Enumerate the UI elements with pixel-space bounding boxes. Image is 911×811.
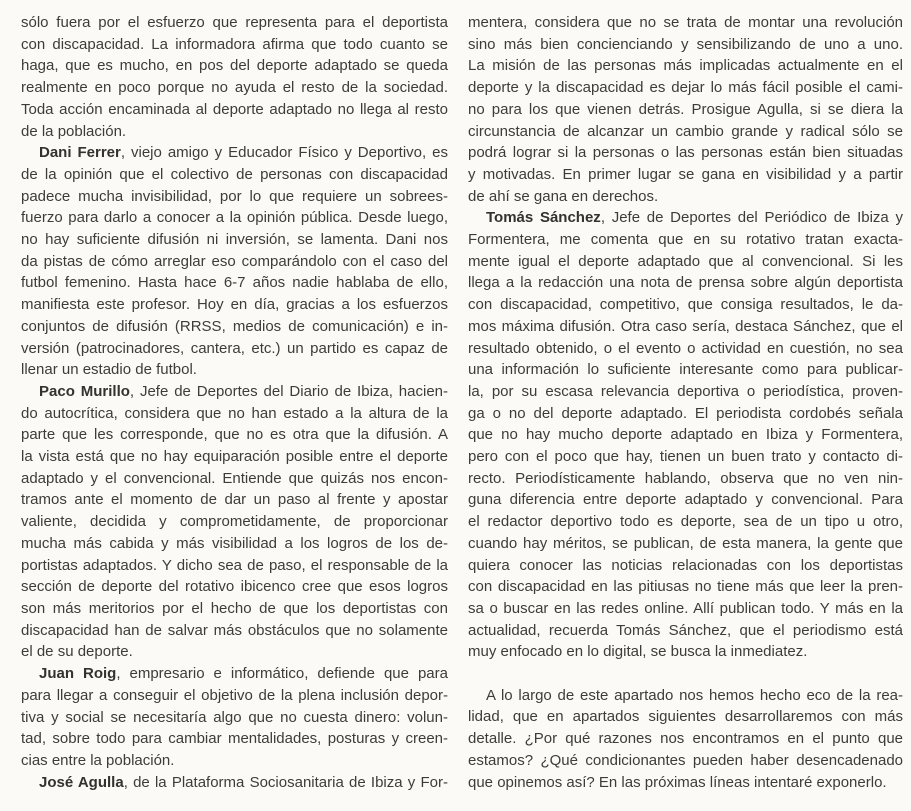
text-line: llega a la redacción una nota de prensa sobre algún deportista [468, 274, 903, 292]
text-line: tad, sobre todo para cambiar mentalidades, posturas y creen- [21, 730, 448, 748]
text-line: actualidad, recuerda Tomás Sánchez, que el periodismo está [468, 621, 903, 639]
speaker-name: Tomás Sánchez [486, 209, 601, 227]
text-line: fuerzo para darlo a conocer a la opinión pública. Desde luego, [21, 209, 448, 227]
speaker-name: Dani Ferrer [39, 144, 121, 162]
text-line: sino más bien concienciando y sensibilizando de uno a uno. [468, 35, 903, 53]
text-line: ga o no del deporte adaptado. El periodista cordobés señala [468, 404, 903, 422]
text-line: de la población. [21, 122, 127, 140]
text-line: lidad, que en apartados siguientes desarrollaremos con más [468, 708, 903, 726]
text-line: la, por su escasa relevancia deportiva o periodística, proven- [468, 382, 903, 400]
text-line: no hay suficiente difusión ni inversión, se lamenta. Dani nos [21, 231, 448, 249]
paragraph [21, 142, 448, 381]
text-line: Formentera, me comenta que en su rotativo tratan exacta- [468, 231, 903, 249]
text-line: resultado obtenido, o el evento o actividad en cuestión, no sea [468, 339, 903, 357]
text-line: con discapacidad. La informadora afirma que todo cuanto se [21, 35, 448, 53]
text-line: con discapacidad en las pitiusas no tiene más que leer la pren- [468, 578, 903, 596]
text-column-left [21, 12, 448, 793]
speaker-name: Juan Roig [39, 665, 117, 683]
text-line: La misión de las personas más implicadas actualmente en el [468, 57, 903, 75]
text-line: cuando hay méritos, se publican, de esta manera, la gente que [468, 534, 903, 552]
paragraph [21, 381, 448, 663]
text-line: da pistas de cómo arreglar eso comparándolo con el caso del [21, 252, 448, 270]
text-line: adaptado y el convencional. Entiende que quizás nos encon- [21, 469, 448, 487]
text-line: sólo fuera por el esfuerzo que representa para el deportista [21, 14, 448, 31]
text-line: mucha más cabida y más visibilidad a los logros de los de- [21, 534, 448, 552]
text-line: circunstancia de alcanzar un cambio grande y radical sólo se [468, 122, 903, 140]
text-line: parte que les corresponde, que no es otra que la difusión. A [21, 426, 448, 444]
text-line: Paco Murillo, Jefe de Deportes del Diario de Ibiza, hacien- [39, 382, 448, 400]
text-line: y motivadas. En primer lugar se gana en visibilidad y a partir [468, 165, 903, 183]
text-line: José Agulla, de la Plataforma Sociosanitaria de Ibiza y For- [39, 773, 449, 791]
text-line: pero con el poco que hay, tienen un buen trato y contacto di- [468, 448, 903, 466]
text-line: Dani Ferrer, viejo amigo y Educador Físico y Deportivo, es [39, 144, 448, 162]
text-line: recto. Periodísticamente hablando, observa que no ven nin- [468, 469, 903, 487]
text-line: son más meritorios por el hecho de que los deportistas con [21, 599, 448, 617]
text-line: mos máxima difusión. Otra caso sería, destaca Sánchez, que el [468, 317, 903, 335]
text-line: Tomás Sánchez, Jefe de Deportes del Periódico de Ibiza y [486, 209, 903, 227]
text-line: discapacidad han de salvar más obstáculos que no solamente [21, 621, 448, 639]
text-column-right [468, 12, 903, 793]
text-line: con discapacidad, competitivo, que consiga resultados, le da- [468, 296, 903, 314]
text-line: estamos? ¿Qué condicionantes pueden haber desencadenado [468, 751, 903, 769]
text-line: cias entre la población. [21, 751, 175, 769]
paragraph [468, 207, 903, 663]
text-line: Juan Roig, empresario e informático, defiende que para [39, 665, 448, 683]
text-line: la vista está que no hay equiparación posible entre el deporte [21, 448, 448, 466]
text-line: detalle. ¿Por qué razones nos encontramos en el punto que [468, 730, 903, 748]
text-line: haga, que es mucho, en pos del deporte adaptado se queda [21, 57, 448, 75]
text-line: podrá lograr si la personas o las personas están bien situadas [468, 144, 903, 162]
text-line: futbol femenino. Hasta hace 6-7 años nadie hablaba de ello, [21, 274, 448, 292]
text-line: sa o buscar en las redes online. Allí publican todo. Y más en la [468, 599, 903, 617]
paragraph [468, 685, 903, 794]
speaker-name: Paco Murillo [39, 382, 130, 400]
text-line: el de su deporte. [21, 643, 133, 661]
text-line: valiente, decidida y comprometidamente, de proporcionar [21, 513, 448, 531]
text-line: tiva y social se necesitaría algo que no cuesta dinero: volun- [21, 708, 448, 726]
text-line: mentera, considera que no se trata de montar una revolución [468, 14, 903, 31]
paragraph [21, 772, 448, 794]
text-line: muy enfocado en lo digital, se busca la inmediatez. [468, 643, 808, 661]
text-line: que no hay mucho deporte adaptado en Ibiza y Formentera, [468, 426, 903, 444]
text-line: Toda acción encaminada al deporte adaptado no llega al resto [21, 100, 448, 118]
text-line: llenar un estadio de futbol. [21, 361, 197, 379]
text-line: guna diferencia entre deporte adaptado y convencional. Para [468, 491, 903, 509]
text-line: que opinemos así? En las próximas líneas intentaré exponerlo. [468, 773, 887, 791]
text-line: manifiesta este profesor. Hoy en día, gracias a los esfuerzos [21, 296, 448, 314]
text-line: mente igual el deporte adaptado que al convencional. Si les [468, 252, 903, 270]
text-line: deporte y la discapacidad es dejar lo más fácil posible el cami- [468, 79, 903, 97]
text-line: el redactor deportivo todo es deporte, sea de un tipo u otro, [468, 513, 903, 531]
text-line: para llegar a conseguir el objetivo de la plena inclusión depor- [21, 686, 448, 704]
text-line: do autocrítica, considera que no han estado a la altura de la [21, 404, 448, 422]
text-line: de ahí se gana en derechos. [468, 187, 659, 205]
text-line: una información lo suficiente interesante como para publicar- [468, 361, 903, 379]
text-line: realmente en poco porque no ayuda el resto de la sociedad. [21, 79, 448, 97]
paragraph [468, 12, 903, 207]
text-line: versión (patrocinadores, cantera, etc.) un partido es capaz de [21, 339, 448, 357]
text-line: tramos ante el momento de dar un paso al frente y apostar [21, 491, 448, 509]
text-line: padece mucha invisibilidad, por lo que requiere un sobrees- [21, 187, 448, 205]
paragraph [21, 663, 448, 772]
text-line: quiera conocer las noticias relacionadas con los deportistas [468, 556, 903, 574]
text-line: A lo largo de este apartado nos hemos hecho eco de la rea- [486, 686, 903, 704]
paragraph [21, 12, 448, 142]
text-line: conjuntos de difusión (RRSS, medios de comunicación) e in- [21, 317, 448, 335]
speaker-name: José Agulla [39, 773, 124, 791]
text-line: no para los que vienen detrás. Prosigue Agulla, si se diera la [468, 100, 903, 118]
text-line: portistas adaptados. Y dicho sea de paso, el responsable de la [21, 556, 448, 574]
text-line: sección de deporte del rotativo ibicenco cree que esos logros [21, 578, 448, 596]
text-line: de la opinión que el colectivo de personas con discapacidad [21, 165, 448, 183]
